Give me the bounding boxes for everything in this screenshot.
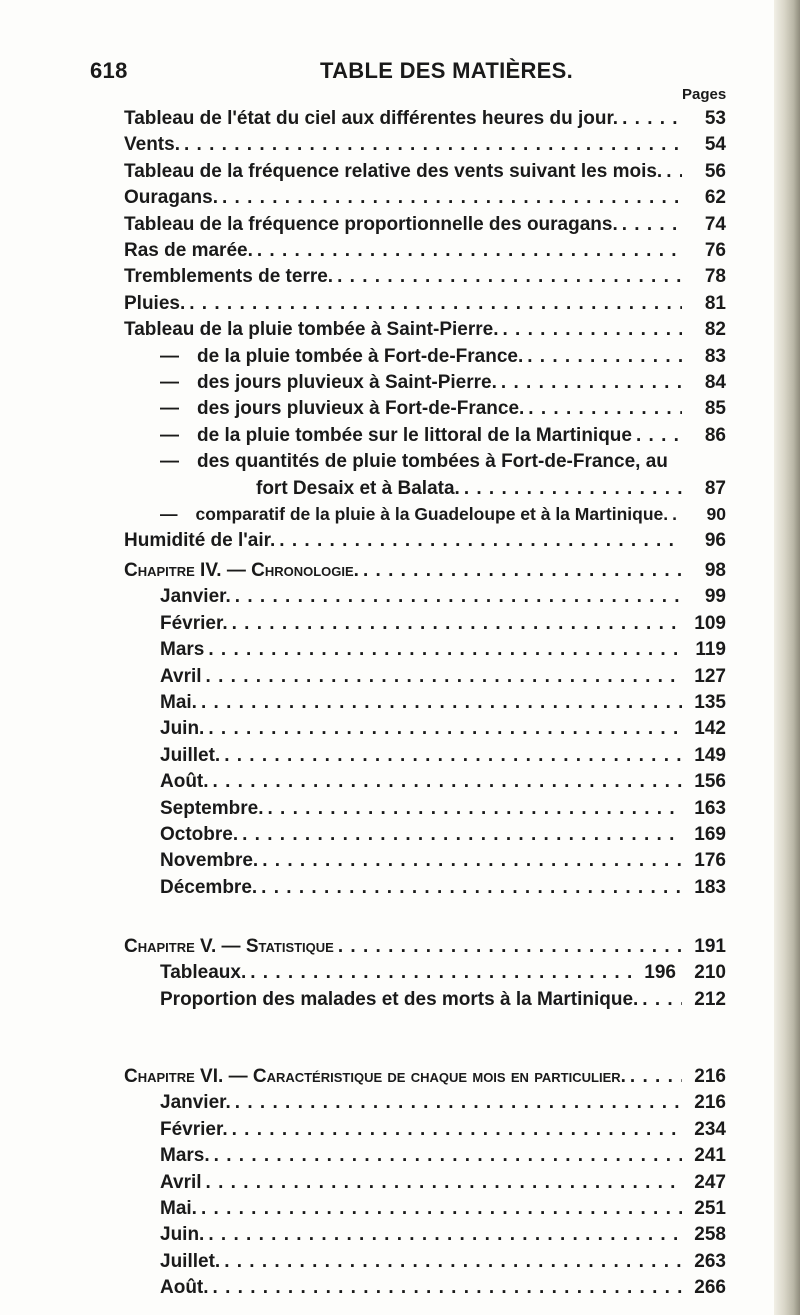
leader-dots xyxy=(337,266,682,288)
entry-page-number: 119 xyxy=(695,639,726,661)
toc-entry xyxy=(124,187,726,213)
entry-page-number: 76 xyxy=(704,240,726,261)
entry-page-number: 85 xyxy=(704,398,726,420)
page-number: 618 xyxy=(90,58,128,83)
toc-entry xyxy=(160,346,726,372)
leader-dots xyxy=(214,1145,682,1167)
entry-label: Août. xyxy=(160,1277,209,1299)
entry-label: Tableaux. xyxy=(160,962,247,984)
entry-label: de la pluie tombée sur le littoral de la Martinique xyxy=(197,424,632,446)
leader-dots xyxy=(464,478,682,500)
entry-label: Tableau de l'état du ciel aux différentes heures du jour. xyxy=(124,108,619,129)
entry-label: Juillet. xyxy=(160,744,221,766)
leader-dots xyxy=(235,1092,682,1114)
leader-dots xyxy=(528,398,682,420)
toc-entry xyxy=(124,319,726,345)
entry-label: Avril xyxy=(160,665,202,687)
leader-dots xyxy=(232,613,682,635)
chapter-heading xyxy=(124,1066,726,1092)
entry-page-number: 247 xyxy=(694,1171,726,1193)
toc-entry xyxy=(256,478,726,504)
page-title: TABLE DES MATIÈRES. xyxy=(320,58,574,83)
leader-dots xyxy=(636,425,682,447)
entry-label: Tremblements de terre. xyxy=(124,266,334,288)
entry-label: Novembre. xyxy=(160,850,259,872)
toc-entry xyxy=(124,240,726,266)
entry-page-number: 74 xyxy=(704,213,726,235)
entry-page-number: 84 xyxy=(704,372,726,393)
leader-dots xyxy=(232,1119,682,1141)
entry-label: Juin. xyxy=(160,718,205,740)
entry-page-number: 87 xyxy=(704,477,726,499)
entry-page-number: 99 xyxy=(704,586,726,608)
entry-label: Septembre. xyxy=(160,797,264,819)
leader-dots xyxy=(213,1277,682,1299)
toc-entry xyxy=(160,586,726,612)
leader-dots xyxy=(184,134,682,156)
entry-page-number: 263 xyxy=(694,1250,726,1272)
leader-dots xyxy=(502,319,682,341)
leader-dots xyxy=(206,1172,682,1194)
toc-entry xyxy=(160,824,726,850)
leader-dots xyxy=(235,586,682,608)
chapter-title: Chapitre IV. — Chronologie. xyxy=(124,560,359,581)
entry-page-number: 54 xyxy=(704,134,726,156)
entry-page-number: 98 xyxy=(704,560,726,581)
leader-dots xyxy=(338,936,682,958)
entry-label: de la pluie tombée à Fort-de-France. xyxy=(197,345,524,367)
entry-page-number: 142 xyxy=(694,718,726,740)
leader-dots xyxy=(242,824,682,846)
ditto-dash: — xyxy=(160,424,179,446)
ditto-dash: — xyxy=(160,451,179,473)
entry-page-number: 191 xyxy=(694,936,726,957)
leader-dots xyxy=(527,346,682,368)
page-edge xyxy=(774,0,800,1315)
entry-label: Décembre. xyxy=(160,876,258,898)
entry-page-number: 183 xyxy=(694,876,726,898)
toc-entry xyxy=(160,1172,726,1198)
toc-entry xyxy=(124,293,726,319)
toc-entry xyxy=(160,771,726,797)
entry-page-number: 156 xyxy=(694,771,726,793)
toc-entry xyxy=(160,451,726,477)
entry-page-number: 78 xyxy=(704,266,726,288)
entry-label: Mars xyxy=(160,639,205,661)
leader-dots xyxy=(622,214,682,236)
entry-label: Tableau de la fréquence proportionnelle des ouragans. xyxy=(124,213,618,235)
entry-label: Ouragans. xyxy=(124,187,218,209)
leader-dots xyxy=(630,1066,682,1088)
ditto-dash: — xyxy=(160,372,179,393)
toc-entry xyxy=(124,266,726,292)
chapter-title: Chapitre VI. — Caractéristique de chaque mois en particulier. xyxy=(124,1066,626,1087)
entry-label: des jours pluvieux à Fort-de-France. xyxy=(197,398,525,420)
toc-entry xyxy=(124,530,726,556)
entry-label: Mai. xyxy=(160,1198,197,1219)
entry-page-number: 82 xyxy=(704,319,726,341)
entry-label: Proportion des malades et des morts à la Martinique. xyxy=(160,988,639,1010)
entry-label: Vents. xyxy=(124,134,180,156)
leader-dots xyxy=(501,372,682,394)
entry-label: Août. xyxy=(160,771,209,793)
leader-dots xyxy=(201,692,682,714)
entry-label: Mai. xyxy=(160,692,197,713)
entry-label: Tableau de la fréquence relative des vents suivant les mois. xyxy=(124,160,663,182)
chapter-heading xyxy=(124,560,726,586)
leader-dots xyxy=(224,1251,682,1273)
entry-page-number: 96 xyxy=(704,530,726,552)
entry-page-number: 163 xyxy=(694,797,726,819)
chapter-heading xyxy=(124,936,726,962)
leader-dots xyxy=(208,718,682,740)
leader-dots xyxy=(642,989,682,1011)
leader-dots xyxy=(206,666,682,688)
page-header xyxy=(90,58,730,92)
entry-label: Janvier. xyxy=(160,1092,231,1114)
entry-page-number: 216 xyxy=(694,1092,726,1114)
toc-entry xyxy=(160,1145,726,1171)
toc-entry xyxy=(160,718,726,744)
entry-page-number: 56 xyxy=(704,160,726,182)
leader-dots xyxy=(666,161,682,183)
entry-page-number: 241 xyxy=(694,1145,726,1167)
entry-label: Février. xyxy=(160,1118,228,1140)
leader-dots xyxy=(250,962,638,984)
chapter-title: Chapitre V. — Statistique xyxy=(124,936,334,957)
entry-label: Mars. xyxy=(160,1145,210,1167)
entry-label: Tableau de la pluie tombée à Saint-Pierre. xyxy=(124,319,499,341)
leader-dots xyxy=(208,1224,682,1246)
entry-page-number: 176 xyxy=(694,850,726,872)
toc-entry xyxy=(160,1277,726,1303)
entry-page-number: 212 xyxy=(694,988,726,1010)
entry-label: des jours pluvieux à Saint-Pierre. xyxy=(197,372,497,393)
entry-label: Octobre. xyxy=(160,824,239,845)
toc-entry xyxy=(160,692,726,718)
toc-entry xyxy=(160,798,726,824)
entry-label: comparatif de la pluie à la Guadeloupe et à la Martinique. xyxy=(195,504,669,524)
leader-dots xyxy=(224,745,682,767)
leader-dots xyxy=(222,187,682,209)
leader-dots xyxy=(622,108,682,130)
toc-entry xyxy=(160,989,726,1015)
entry-page-number: 62 xyxy=(704,187,726,209)
entry-label: Humidité de l'air. xyxy=(124,530,276,552)
leader-dots xyxy=(189,293,682,315)
pages-column-label: Pages xyxy=(682,86,727,103)
entry-page-number: 135 xyxy=(694,692,726,713)
entry-label: Juillet. xyxy=(160,1250,221,1272)
entry-label: fort Desaix et à Balata. xyxy=(256,477,460,499)
entry-label: Février. xyxy=(160,612,228,634)
entry-page-number: 127 xyxy=(694,665,726,687)
entry-page-number: 86 xyxy=(704,424,726,446)
entry-page-number: 216 xyxy=(694,1066,726,1087)
leader-dots xyxy=(208,639,682,661)
leader-dots xyxy=(363,560,682,582)
entry-label: des quantités de pluie tombées à Fort-de-France, au xyxy=(197,451,668,473)
ditto-dash: — xyxy=(160,504,178,524)
toc-entry xyxy=(160,1119,726,1145)
entry-label: Juin. xyxy=(160,1224,205,1246)
leader-dots xyxy=(672,504,682,525)
entry-label: Avril xyxy=(160,1171,202,1193)
entry-page-number: 53 xyxy=(704,108,726,129)
toc-entry xyxy=(160,666,726,692)
toc-entry xyxy=(160,1251,726,1277)
ditto-dash: — xyxy=(160,398,179,420)
toc-entry xyxy=(160,1224,726,1250)
toc-entry xyxy=(124,214,726,240)
leader-dots xyxy=(267,798,682,820)
toc-entry xyxy=(160,1198,726,1224)
toc-entry xyxy=(160,850,726,876)
leader-dots xyxy=(262,850,682,872)
entry-label: Ras de marée. xyxy=(124,240,253,261)
ditto-dash: — xyxy=(160,345,179,367)
leader-dots xyxy=(257,240,682,262)
toc-entry xyxy=(160,962,726,988)
toc-entry xyxy=(160,745,726,771)
toc-entry xyxy=(160,1092,726,1118)
entry-page-number: 258 xyxy=(694,1224,726,1246)
entry-page-number: 90 xyxy=(706,504,726,524)
entry-page-number: 266 xyxy=(694,1277,726,1299)
toc-entry xyxy=(124,161,726,187)
entry-page-number: 169 xyxy=(694,824,726,845)
toc-entry xyxy=(160,425,726,451)
leader-dots xyxy=(261,877,682,899)
entry-page-number: 149 xyxy=(694,744,726,766)
toc-entry xyxy=(160,372,726,398)
entry-page-number: 109 xyxy=(694,612,726,634)
entry-page-number: 81 xyxy=(704,292,726,314)
entry-page-number: 83 xyxy=(704,345,726,367)
entry-label: Pluies. xyxy=(124,292,186,314)
entry-label: Janvier. xyxy=(160,586,231,608)
entry-page-number: 251 xyxy=(694,1198,726,1219)
toc-entry xyxy=(160,398,726,424)
toc-entry xyxy=(160,877,726,903)
toc-entry xyxy=(160,639,726,665)
leader-dots xyxy=(213,771,682,793)
leader-dots xyxy=(279,530,682,552)
entry-page-number: 234 xyxy=(694,1118,726,1140)
entry-extra-page: 196 xyxy=(644,962,676,984)
toc-entry xyxy=(160,504,726,530)
toc-entry xyxy=(160,613,726,639)
toc-entry xyxy=(124,134,726,160)
leader-dots xyxy=(201,1198,682,1220)
entry-page-number: 210 xyxy=(694,962,726,984)
toc-entry xyxy=(124,108,726,134)
